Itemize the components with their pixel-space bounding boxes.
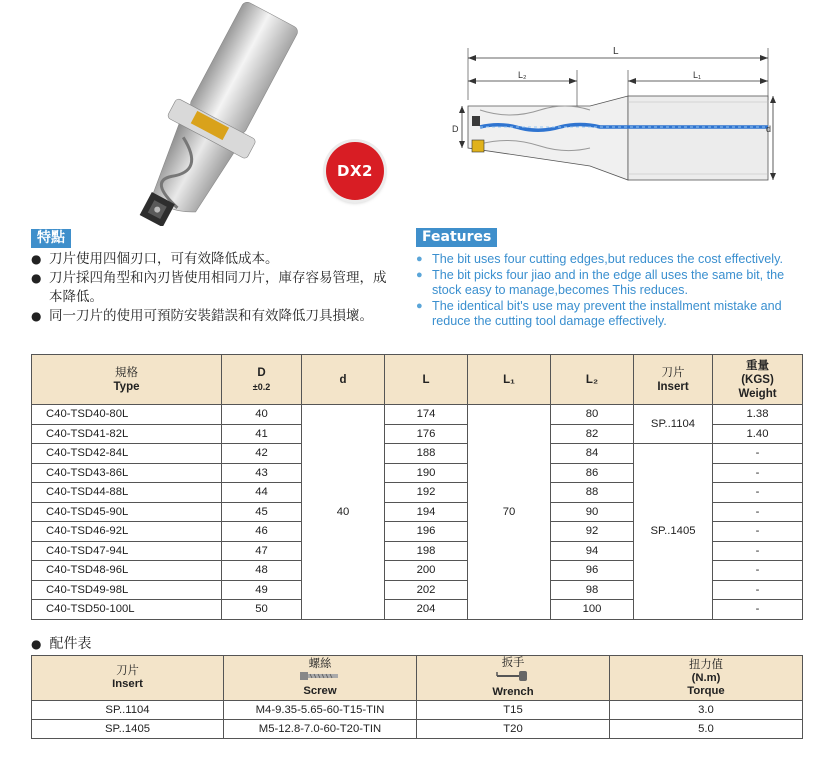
cell-L: 202 xyxy=(385,580,468,600)
col-acc-wrench: 扳手 Wrench xyxy=(417,656,610,701)
cell-weight: - xyxy=(713,600,803,620)
cell-L2: 86 xyxy=(551,463,634,483)
cell-type: C40-TSD40-80L xyxy=(32,405,222,425)
cell-weight: - xyxy=(713,522,803,542)
dimension-diagram xyxy=(440,40,800,190)
cell-D: 48 xyxy=(222,561,302,581)
cell-acc-screw: M5-12.8-7.0-60-T20-TIN xyxy=(224,720,417,739)
cell-weight: 1.38 xyxy=(713,405,803,425)
cell-type: C40-TSD48-96L xyxy=(32,561,222,581)
cell-L: 174 xyxy=(385,405,468,425)
dx2-badge xyxy=(326,142,384,200)
accessories-title xyxy=(31,633,91,653)
col-L1: L₁ xyxy=(468,355,551,405)
cell-weight: - xyxy=(713,444,803,464)
cell-D: 41 xyxy=(222,424,302,444)
cell-d-merged: 40 xyxy=(302,405,385,620)
accessories-header-row xyxy=(32,656,803,701)
cell-D: 45 xyxy=(222,502,302,522)
cell-weight: - xyxy=(713,561,803,581)
cell-type: C40-TSD46-92L xyxy=(32,522,222,542)
cell-L: 204 xyxy=(385,600,468,620)
table-row xyxy=(32,701,803,720)
cell-insert-b: SP..1405 xyxy=(634,444,713,620)
cell-type: C40-TSD43-86L xyxy=(32,463,222,483)
cell-D: 43 xyxy=(222,463,302,483)
col-L2: L₂ xyxy=(551,355,634,405)
accessories-table xyxy=(31,655,803,739)
cell-D: 47 xyxy=(222,541,302,561)
cell-weight: - xyxy=(713,502,803,522)
features-zh-item: ● 同一刀片的使用可預防安裝錯誤和有效降低刀具損壞。 xyxy=(31,307,391,326)
cell-weight: - xyxy=(713,483,803,503)
dim-L-label: L xyxy=(613,46,619,57)
cell-acc-torque: 5.0 xyxy=(610,720,803,739)
cell-type: C40-TSD47-94L xyxy=(32,541,222,561)
cell-L: 198 xyxy=(385,541,468,561)
dim-D-label: D xyxy=(452,124,459,134)
cell-weight: 1.40 xyxy=(713,424,803,444)
spec-header-row xyxy=(32,355,803,405)
cell-D: 40 xyxy=(222,405,302,425)
cell-type: C40-TSD49-98L xyxy=(32,580,222,600)
col-D: D ±0.2 xyxy=(222,355,302,405)
cell-acc-insert: SP..1104 xyxy=(32,701,224,720)
badge-label: DX2 xyxy=(337,162,373,180)
cell-acc-wrench: T20 xyxy=(417,720,610,739)
cell-L: 176 xyxy=(385,424,468,444)
cell-weight: - xyxy=(713,541,803,561)
cell-L2: 96 xyxy=(551,561,634,581)
cell-L2: 84 xyxy=(551,444,634,464)
features-zh-item: ● 刀片使用四個刃口，可有效降低成本。 xyxy=(31,250,391,269)
cell-L2: 98 xyxy=(551,580,634,600)
cell-L2: 80 xyxy=(551,405,634,425)
cell-L2: 94 xyxy=(551,541,634,561)
cell-D: 50 xyxy=(222,600,302,620)
table-row xyxy=(32,444,803,464)
cell-D: 46 xyxy=(222,522,302,542)
features-zh-title: 特點 xyxy=(31,229,71,248)
screw-icon xyxy=(300,671,340,681)
features-zh-list xyxy=(31,250,391,326)
col-d: d xyxy=(302,355,385,405)
cell-D: 49 xyxy=(222,580,302,600)
cell-L: 200 xyxy=(385,561,468,581)
cell-L: 196 xyxy=(385,522,468,542)
table-row xyxy=(32,720,803,739)
features-en-item: ● The bit picks four jiao and in the edge all uses the same bit, the stock easy to manage,becomes This reduces. xyxy=(416,268,806,299)
cell-acc-insert: SP..1405 xyxy=(32,720,224,739)
col-acc-screw: 螺絲 Screw xyxy=(224,656,417,701)
col-acc-insert: 刀片 Insert xyxy=(32,656,224,701)
cell-L2: 100 xyxy=(551,600,634,620)
cell-type: C40-TSD44-88L xyxy=(32,483,222,503)
cell-D: 44 xyxy=(222,483,302,503)
cell-weight: - xyxy=(713,463,803,483)
dim-d-label: d xyxy=(766,124,772,134)
cell-type: C40-TSD42-84L xyxy=(32,444,222,464)
accessories-title-text: 配件表 xyxy=(49,636,92,652)
features-en-item: ● The identical bit's use may prevent the installment mistake and reduce the cutting tool damage effectively. xyxy=(416,299,806,330)
cell-L2: 88 xyxy=(551,483,634,503)
features-en-title: Features xyxy=(416,228,497,247)
cell-L2: 92 xyxy=(551,522,634,542)
cell-insert-a: SP..1104 xyxy=(634,405,713,444)
cell-acc-torque: 3.0 xyxy=(610,701,803,720)
cell-L: 194 xyxy=(385,502,468,522)
cell-type: C40-TSD50-100L xyxy=(32,600,222,620)
cell-L1-merged: 70 xyxy=(468,405,551,620)
cell-L: 192 xyxy=(385,483,468,503)
cell-L2: 90 xyxy=(551,502,634,522)
features-en-list xyxy=(416,252,806,330)
cell-type: C40-TSD45-90L xyxy=(32,502,222,522)
dim-L1-label: L₁ xyxy=(693,70,702,80)
cell-weight: - xyxy=(713,580,803,600)
cell-L: 190 xyxy=(385,463,468,483)
col-weight: 重量 (KGS) Weight xyxy=(713,355,803,405)
cell-acc-wrench: T15 xyxy=(417,701,610,720)
cell-D: 42 xyxy=(222,444,302,464)
col-type: 規格 Type xyxy=(32,355,222,405)
bullet-icon: ● xyxy=(31,637,42,651)
cell-L2: 82 xyxy=(551,424,634,444)
col-insert: 刀片 Insert xyxy=(634,355,713,405)
dim-L2-label: L₂ xyxy=(518,70,527,80)
spec-table xyxy=(31,354,803,620)
drill-product-image xyxy=(52,2,342,226)
wrench-icon xyxy=(495,670,531,682)
features-en-item: ● The bit uses four cutting edges,but reduces the cost effectively. xyxy=(416,252,806,268)
cell-type: C40-TSD41-82L xyxy=(32,424,222,444)
col-acc-torque: 扭力值 (N.m) Torque xyxy=(610,656,803,701)
cell-L: 188 xyxy=(385,444,468,464)
table-row xyxy=(32,405,803,425)
features-zh-item: ● 刀片採四角型和內刃皆使用相同刀片，庫存容易管理，成本降低。 xyxy=(31,269,391,307)
cell-acc-screw: M4-9.35-5.65-60-T15-TIN xyxy=(224,701,417,720)
col-L: L xyxy=(385,355,468,405)
